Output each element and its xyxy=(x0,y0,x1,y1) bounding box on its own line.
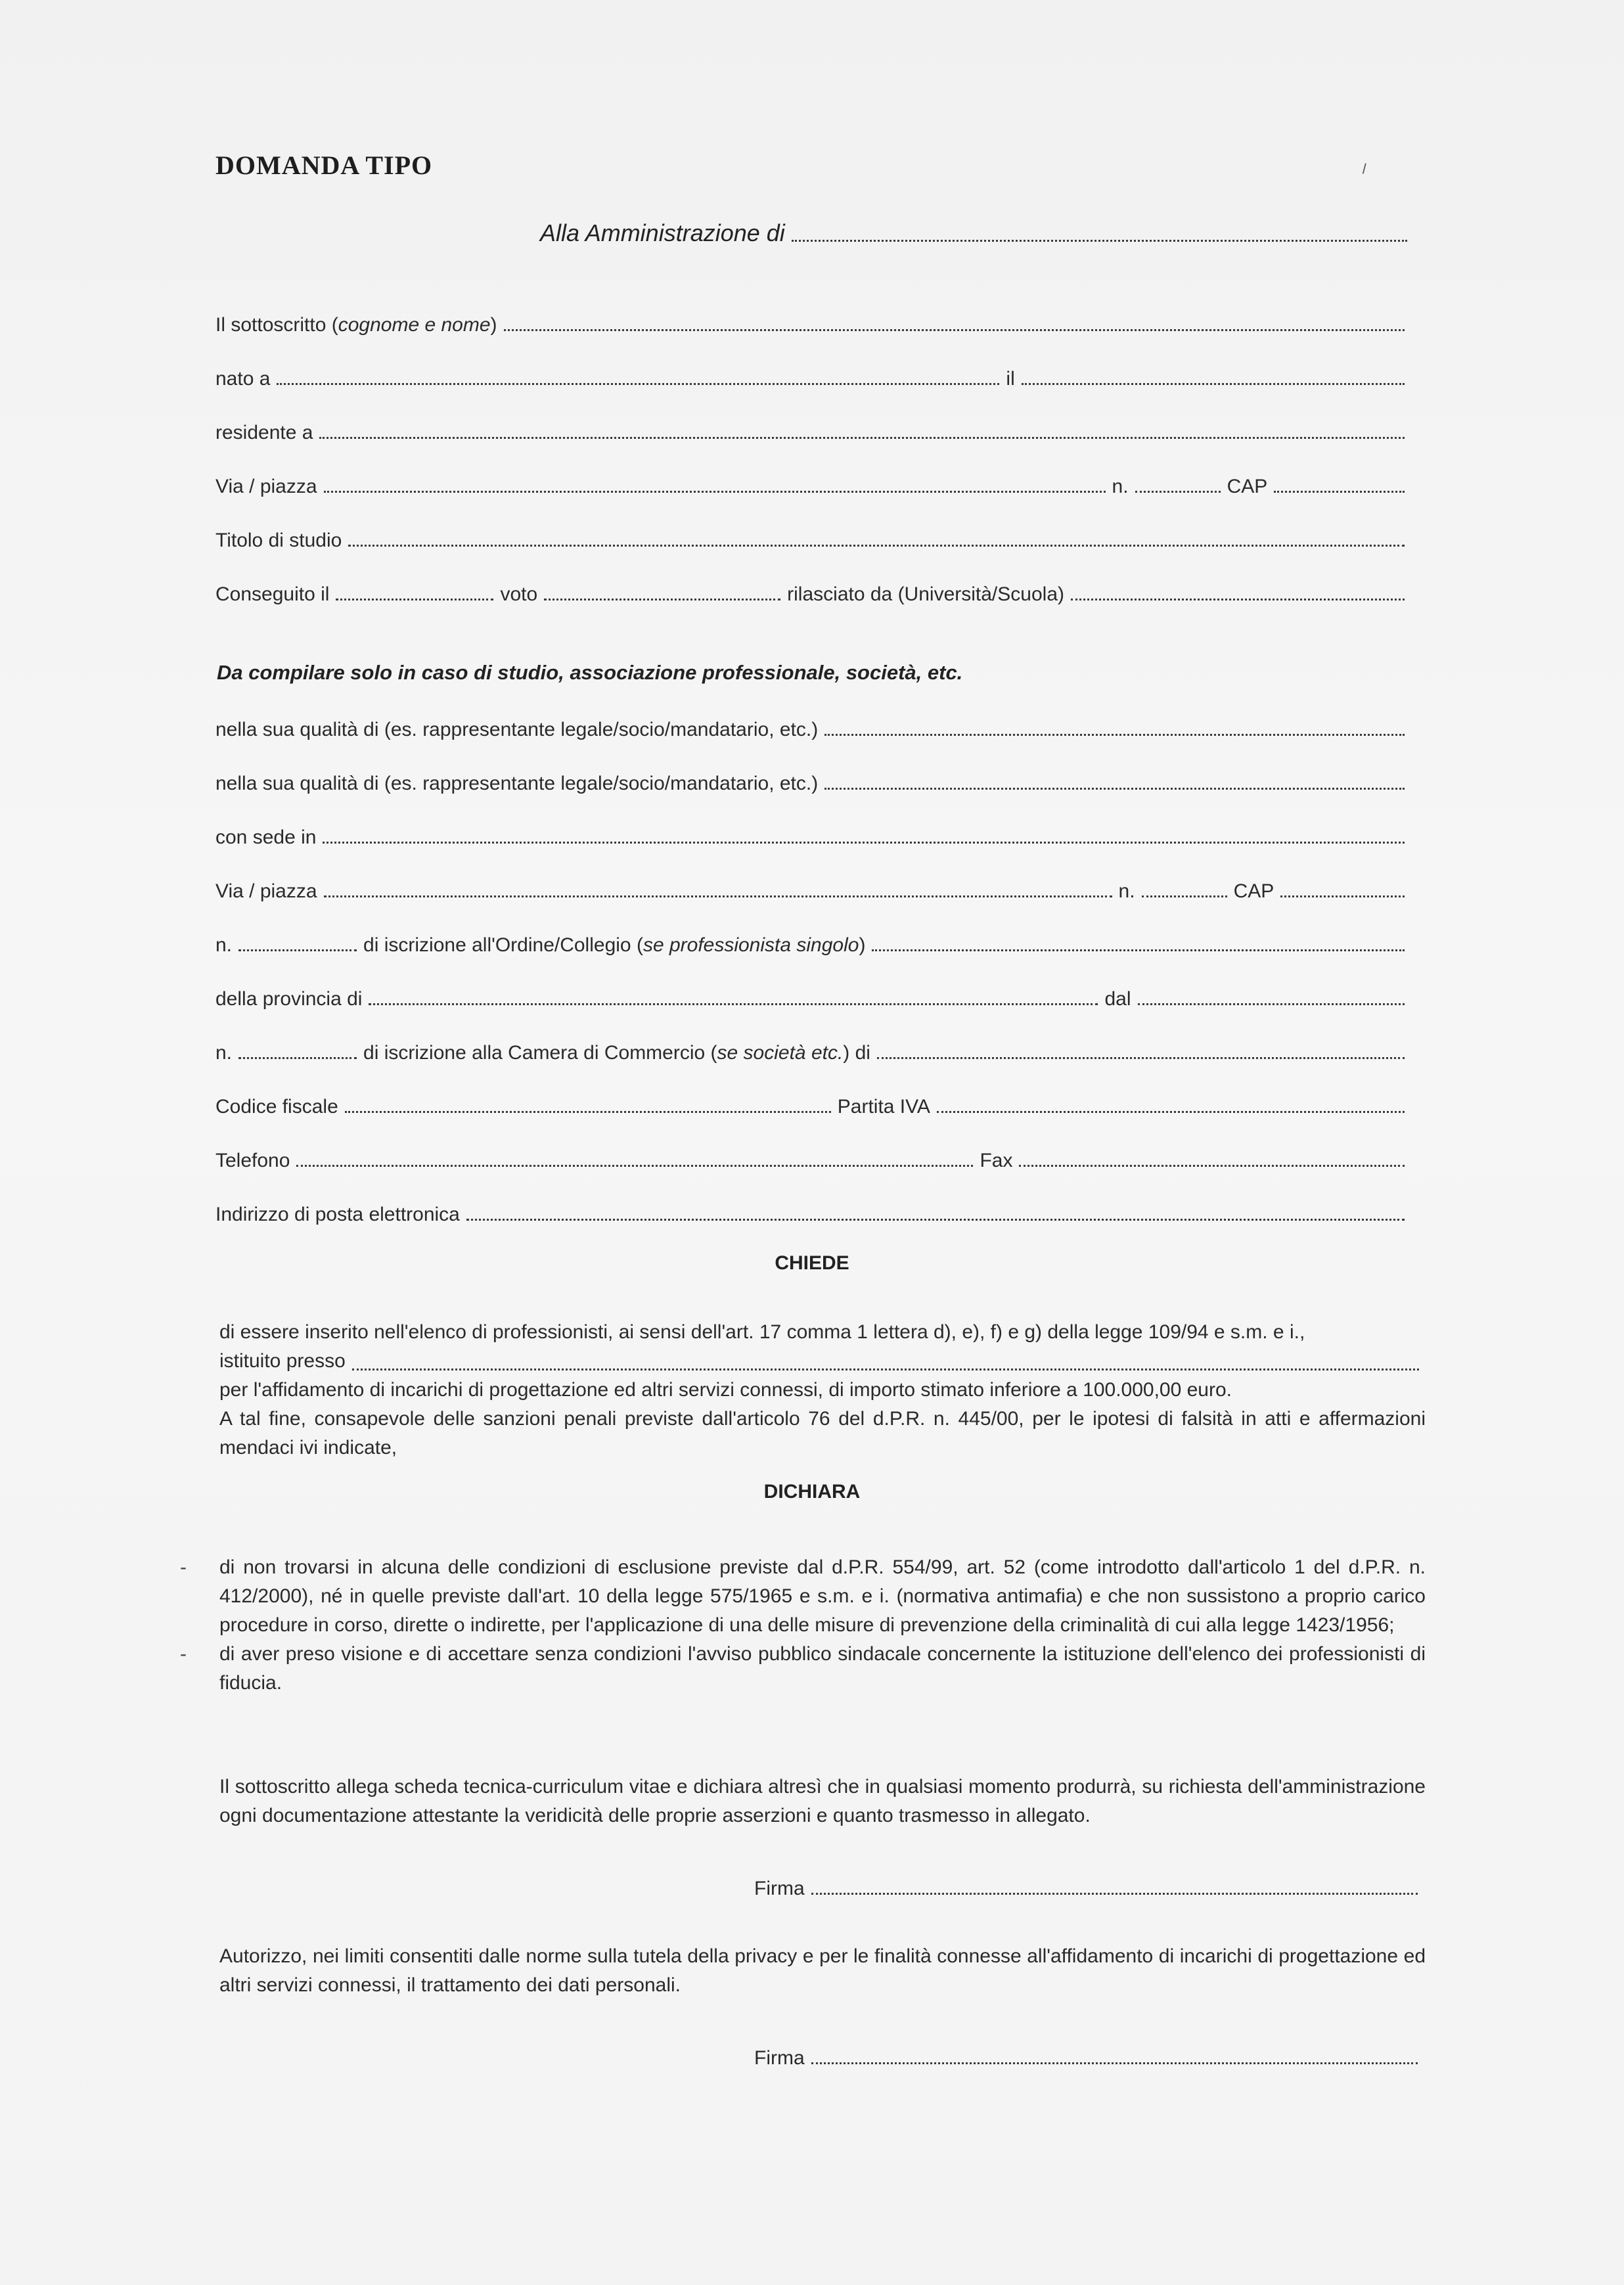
street-label: Via / piazza xyxy=(215,476,317,497)
resident-label: residente a xyxy=(215,422,313,443)
addressee-label: Alla Amministrazione di xyxy=(540,219,785,246)
phone-line xyxy=(215,1144,1411,1172)
chamber-close: ) di xyxy=(843,1042,870,1064)
province-line xyxy=(215,983,1411,1010)
dichiara-item-text-2: di aver preso visione e di accettare senza condizioni l'avviso pubblico sindacale concernente la istituzione dell'elenco dei professionisti di fiducia. xyxy=(219,1643,1426,1694)
presso-label: istituito presso xyxy=(219,1350,346,1372)
obtained-label: Conseguito il xyxy=(215,583,330,605)
capacity-label-2: nella sua qualità di (es. rappresentante legale/socio/mandatario, etc.) xyxy=(215,773,819,794)
company-street-number-field[interactable] xyxy=(1142,895,1227,897)
fax-label: Fax xyxy=(980,1150,1013,1171)
signature-field-1[interactable] xyxy=(811,1892,1418,1895)
order-number-label: n. xyxy=(215,934,233,956)
undersigned-label: Il sottoscritto ( xyxy=(215,314,338,336)
phone-field[interactable] xyxy=(296,1164,973,1167)
street-field[interactable] xyxy=(324,490,1106,493)
issued-by-field[interactable] xyxy=(1071,598,1405,600)
dash-mark: - xyxy=(180,1643,187,1665)
degree-label: Titolo di studio xyxy=(215,530,342,551)
chamber-hint: se società etc. xyxy=(717,1042,844,1064)
company-cap-field[interactable] xyxy=(1280,895,1405,897)
grade-label: voto xyxy=(500,583,538,605)
company-street-line xyxy=(215,875,1411,903)
addressee-line xyxy=(540,217,1414,247)
company-cap-label: CAP xyxy=(1233,880,1274,902)
number-label: n. xyxy=(1112,476,1129,497)
province-field[interactable] xyxy=(369,1003,1098,1005)
tax-code-label: Codice fiscale xyxy=(215,1096,338,1118)
undersigned-hint: cognome e nome xyxy=(338,314,491,336)
capacity-field-1[interactable] xyxy=(824,733,1405,736)
order-field[interactable] xyxy=(872,949,1405,951)
signature-field-2[interactable] xyxy=(811,2062,1418,2064)
order-label: di iscrizione all'Ordine/Collegio ( xyxy=(363,934,643,956)
undersigned-close: ) xyxy=(490,314,497,336)
order-close: ) xyxy=(859,934,866,956)
seat-field[interactable] xyxy=(323,841,1405,844)
dichiara-item xyxy=(180,1640,1426,1698)
obtained-date-field[interactable] xyxy=(336,598,493,600)
capacity-label-1: nella sua qualità di (es. rappresentante legale/socio/mandatario, etc.) xyxy=(215,719,819,740)
vat-field[interactable] xyxy=(937,1110,1405,1113)
dichiara-item xyxy=(180,1553,1426,1640)
chamber-number-field[interactable] xyxy=(238,1056,357,1059)
dash-mark: - xyxy=(180,1556,187,1578)
signature-label-2: Firma xyxy=(754,2047,805,2069)
chiede-line-3: per l'affidamento di incarichi di progettazione ed altri servizi connessi, di importo stimato inferiore a 100.000,00 euro. xyxy=(219,1379,1232,1401)
name-field[interactable] xyxy=(504,328,1405,331)
capacity-line-2 xyxy=(215,767,1411,795)
chamber-line xyxy=(215,1037,1411,1064)
born-in-label: nato a xyxy=(215,368,271,390)
obtained-line xyxy=(215,578,1411,606)
signature-line-1 xyxy=(754,1872,1424,1900)
chamber-label: di iscrizione alla Camera di Commercio ( xyxy=(363,1042,717,1064)
undersigned-line xyxy=(215,309,1411,336)
since-label: dal xyxy=(1104,988,1131,1010)
attachment-paragraph: Il sottoscritto allega scheda tecnica-curriculum vitae e dichiara altresì che in qualsiasi momento produrrà, su richiesta dell'amministrazione ogni documentazione attestante la veridicità delle proprie asserzioni e quanto trasmesso in allegato. xyxy=(219,1776,1426,1826)
chamber-field[interactable] xyxy=(877,1056,1405,1059)
capacity-field-2[interactable] xyxy=(824,787,1405,790)
capacity-line-1 xyxy=(215,713,1411,741)
since-field[interactable] xyxy=(1138,1003,1405,1005)
signature-line-2 xyxy=(754,2042,1424,2070)
order-number-field[interactable] xyxy=(238,949,357,951)
fax-field[interactable] xyxy=(1019,1164,1405,1167)
company-section-heading: Da compilare solo in caso di studio, associazione professionale, società, etc. xyxy=(217,661,963,684)
tax-code-field[interactable] xyxy=(345,1110,831,1113)
phone-label: Telefono xyxy=(215,1150,290,1171)
addressee-field[interactable] xyxy=(792,239,1407,242)
degree-field[interactable] xyxy=(348,544,1405,547)
seat-label: con sede in xyxy=(215,826,317,848)
street-line xyxy=(215,470,1411,498)
dichiara-heading: DICHIARA xyxy=(763,1481,861,1503)
order-hint: se professionista singolo xyxy=(643,934,859,956)
company-street-label: Via / piazza xyxy=(215,880,317,902)
tax-line xyxy=(215,1091,1411,1118)
email-field[interactable] xyxy=(466,1218,1405,1221)
issued-by-label: rilasciato da (Università/Scuola) xyxy=(787,583,1064,605)
chiede-line-4: A tal fine, consapevole delle sanzioni penali previste dall'articolo 76 del d.P.R. n. 445/00, per le ipotesi di falsità in atti e affermazioni mendaci ivi indicate, xyxy=(219,1408,1426,1459)
dichiara-list xyxy=(180,1553,1426,1698)
order-line xyxy=(215,929,1411,957)
cap-field[interactable] xyxy=(1274,490,1405,493)
residence-field[interactable] xyxy=(319,436,1405,439)
chiede-body xyxy=(219,1318,1426,1462)
company-number-label: n. xyxy=(1118,880,1135,902)
street-number-field[interactable] xyxy=(1135,490,1221,493)
birthplace-field[interactable] xyxy=(277,382,999,385)
scan-mark: ⸌ xyxy=(1346,159,1375,183)
residence-line xyxy=(215,417,1411,444)
chamber-number-label: n. xyxy=(215,1042,233,1064)
presso-field[interactable] xyxy=(352,1368,1419,1370)
chiede-line-1: di essere inserito nell'elenco di professionisti, ai sensi dell'art. 17 comma 1 lettera d), e), f) e g) della legge 109/94 e s.m. e i., xyxy=(219,1321,1305,1343)
cap-label: CAP xyxy=(1227,476,1268,497)
signature-label-1: Firma xyxy=(754,1878,805,1899)
birth-line xyxy=(215,363,1411,390)
presso-line xyxy=(219,1347,1426,1376)
email-line xyxy=(215,1198,1411,1226)
degree-line xyxy=(215,524,1411,552)
email-label: Indirizzo di posta elettronica xyxy=(215,1204,460,1225)
company-street-field[interactable] xyxy=(324,895,1112,897)
privacy-paragraph: Autorizzo, nei limiti consentiti dalle norme sulla tutela della privacy e per le finalità connesse all'affidamento di incarichi di progettazione ed altri servizi connessi, il trattamento dei dati personali. xyxy=(219,1945,1426,1996)
dichiara-item-text-1: di non trovarsi in alcuna delle condizioni di esclusione previste dal d.P.R. 554/99, art. 52 (come introdotto dall'articolo 1 del d.P.R. n. 412/2000), né in quelle previste dall'art. 10 della legge 575/1965 e s.m. e i. (normativa antimafia) e che non sussistono a proprio carico procedure in corso, dirette o indirette, per l'applicazione di una delle misure di prevenzione della criminalità di cui alla legge 1423/1956; xyxy=(219,1556,1426,1636)
province-label: della provincia di xyxy=(215,988,363,1010)
birthdate-field[interactable] xyxy=(1022,382,1405,385)
chiede-heading: CHIEDE xyxy=(775,1252,849,1274)
page-title: DOMANDA TIPO xyxy=(215,150,433,180)
seat-line xyxy=(215,821,1411,849)
vat-label: Partita IVA xyxy=(837,1096,930,1118)
born-on-label: il xyxy=(1006,368,1015,390)
grade-field[interactable] xyxy=(544,598,780,600)
